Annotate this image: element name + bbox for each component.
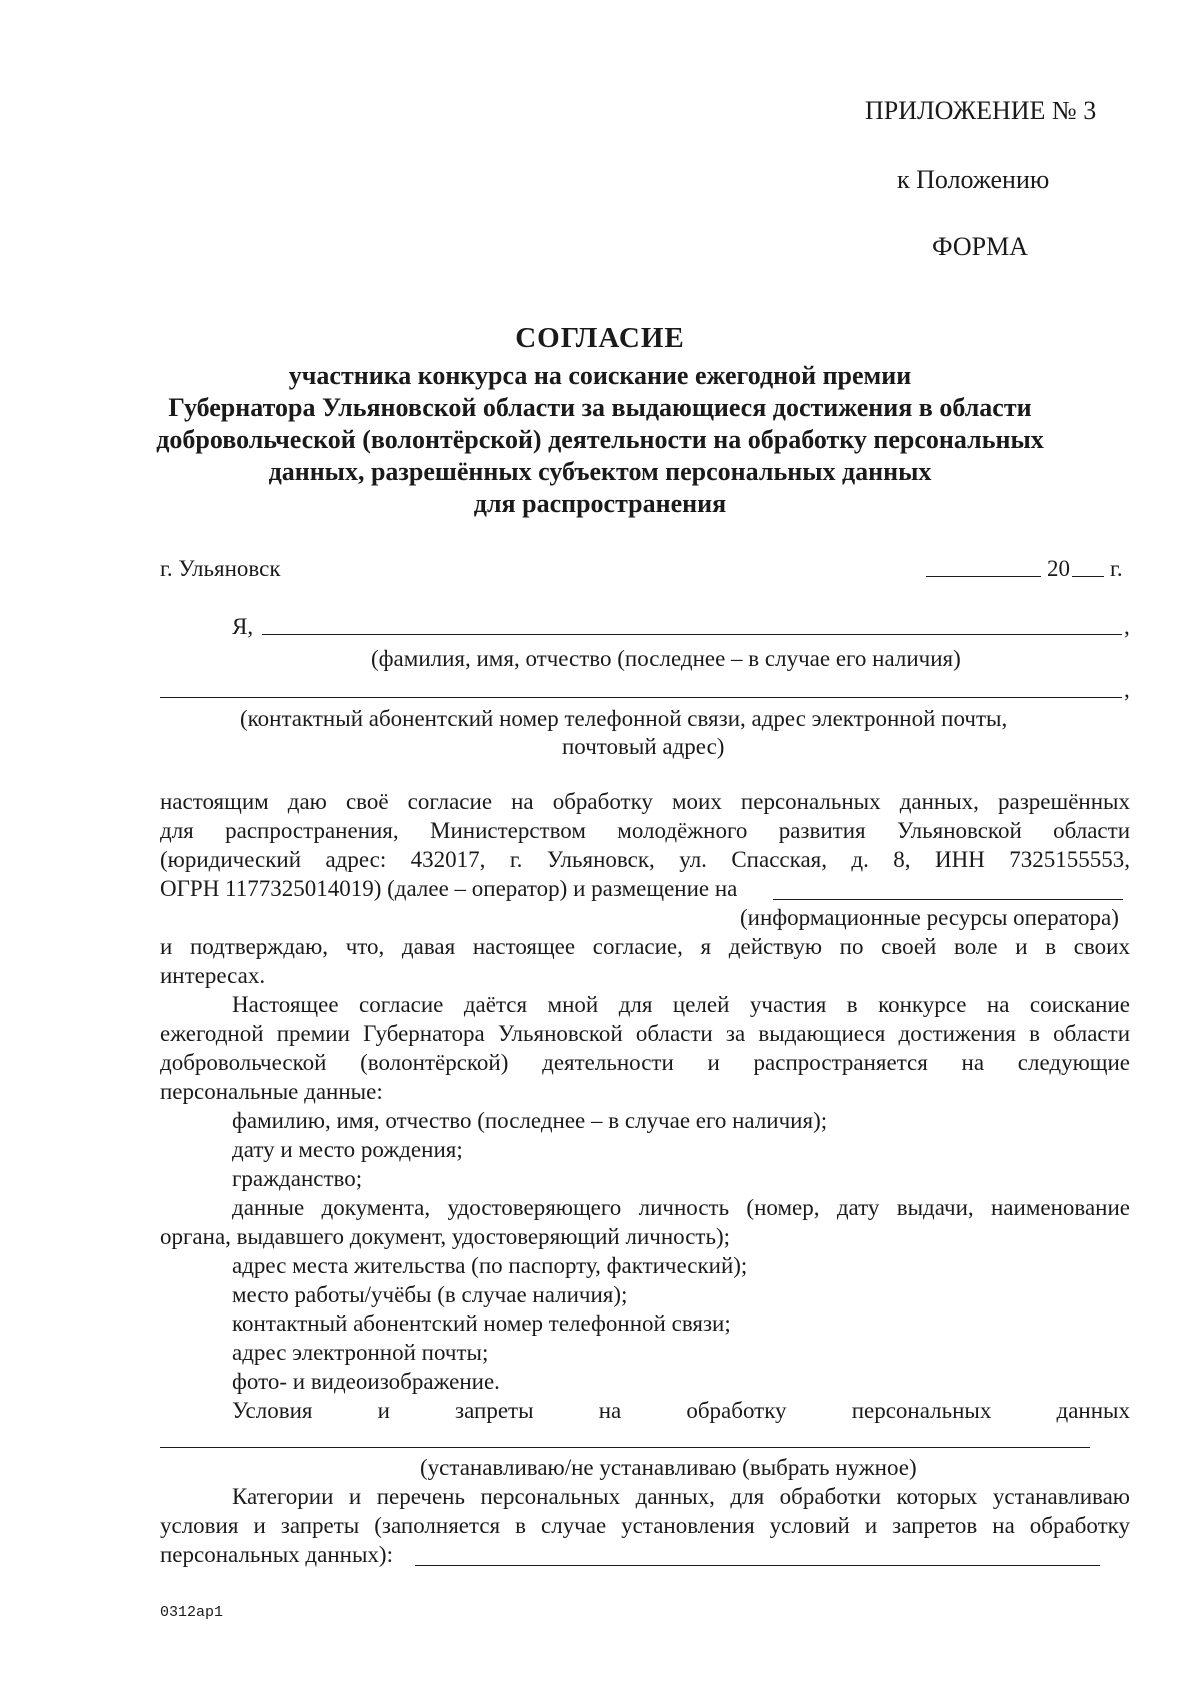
title-line: участника конкурса на соискание ежегодной премии (288, 361, 912, 390)
body-line: для распространения, Министерством молодёжного развития Ульяновской области (160, 818, 1130, 843)
doc-title: СОГЛАСИЕ (515, 322, 685, 354)
date-blank-line[interactable] (926, 576, 1041, 577)
body-line: добровольческой (волонтёрской) деятельности и распространяется на следующие (160, 1050, 1130, 1075)
list-item: данные документа, удостоверяющего личность (номер, дату выдачи, наименование (232, 1195, 1130, 1220)
categories-line: Категории и перечень персональных данных, для обработки которых устанавливаю (232, 1484, 1130, 1509)
form-label: ФОРМА (932, 232, 1028, 261)
categories-line: условия и запреты (заполняется в случае установления условий и запретов на обработку (160, 1513, 1130, 1538)
comma: , (1124, 677, 1130, 702)
i-label: Я, (232, 614, 254, 639)
list-item: место работы/учёбы (в случае наличия); (232, 1282, 628, 1307)
body-line: (юридический адрес: 432017, г. Ульяновск, ул. Спасская, д. 8, ИНН 7325155553, (160, 847, 1130, 872)
year-suffix: г. (1110, 556, 1123, 581)
name-caption: (фамилия, имя, отчество (последнее – в случае его наличия) (371, 646, 961, 671)
list-item: адрес места жительства (по паспорту, фактический); (232, 1253, 748, 1278)
categories-line: персональных данных): (160, 1542, 393, 1567)
comma: , (1124, 614, 1130, 639)
conditions-field-line[interactable] (160, 1447, 1090, 1448)
list-item: фамилию, имя, отчество (последнее – в случае его наличия); (232, 1108, 828, 1133)
year-prefix: 20 (1047, 556, 1070, 581)
categories-field-line[interactable] (415, 1565, 1100, 1566)
body-line: персональные данные: (160, 1079, 383, 1104)
appendix-number: ПРИЛОЖЕНИЕ № 3 (865, 96, 1097, 125)
title-line: для распространения (473, 489, 727, 518)
body-line: ежегодной премии Губернатора Ульяновской области за выдающиеся достижения в области (160, 1021, 1130, 1046)
contacts-caption: почтовый адрес) (562, 734, 725, 759)
list-item: гражданство; (232, 1166, 363, 1191)
resources-caption: (информационные ресурсы оператора) (740, 905, 1119, 930)
body-line: настоящим даю своё согласие на обработку моих персональных данных, разрешённых (160, 789, 1130, 814)
title-line: добровольческой (волонтёрской) деятельности на обработку персональных (156, 425, 1044, 454)
title-line: Губернатора Ульяновской области за выдающиеся достижения в области (168, 393, 1032, 422)
year-blank-line[interactable] (1072, 576, 1104, 577)
to-regulation: к Положению (897, 165, 1050, 194)
body-line: и подтверждаю, что, давая настоящее согласие, я действую по своей воле и в своих (160, 934, 1130, 959)
list-item: адрес электронной почты; (232, 1340, 489, 1365)
title-line: данных, разрешённых субъектом персональных данных (268, 457, 932, 486)
body-line: интересах. (160, 963, 266, 988)
body-line: Настоящее согласие даётся мной для целей участия в конкурсе на соискание (232, 992, 1130, 1017)
list-item: контактный абонентский номер телефонной связи; (232, 1311, 731, 1336)
contacts-caption: (контактный абонентский номер телефонной связи, адрес электронной почты, (240, 706, 1008, 731)
city: г. Ульяновск (160, 556, 281, 581)
body-line: ОГРН 1177325014019) (далее – оператор) и размещение на (160, 876, 738, 901)
conditions-caption: (устанавливаю/не устанавливаю (выбрать нужное) (420, 1455, 917, 1480)
contacts-field-line[interactable] (160, 697, 1122, 698)
list-item: органа, выдавшего документ, удостоверяющий личность); (160, 1224, 731, 1249)
name-field-line[interactable] (262, 634, 1122, 635)
resources-field-line[interactable] (773, 899, 1123, 900)
conditions-line: Условия и запреты на обработку персональных данных (232, 1398, 1130, 1423)
list-item: дату и место рождения; (232, 1137, 463, 1162)
list-item: фото- и видеоизображение. (232, 1369, 500, 1394)
footer-code: 0312ap1 (160, 1604, 224, 1621)
